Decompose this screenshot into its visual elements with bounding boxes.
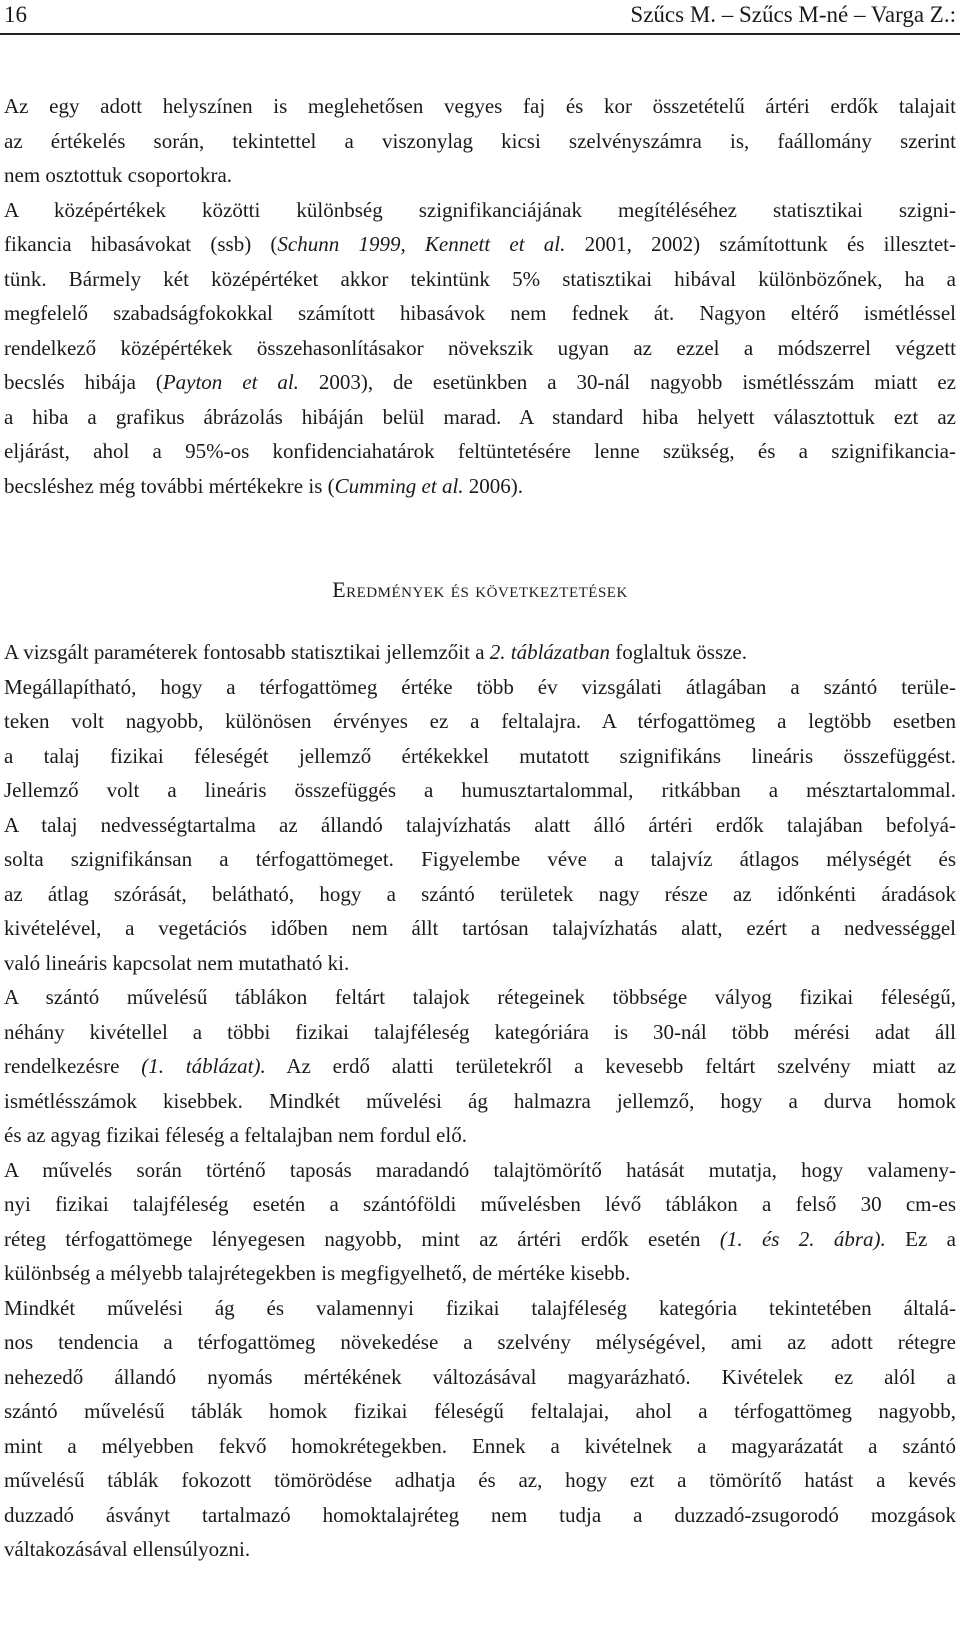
text-line: megfelelő szabadságfokokkal számított hibasávok nem fednek át. Nagyon eltérő ismétléssel: [4, 301, 956, 325]
header-rule: [0, 33, 960, 35]
text-line: kivételével, a vegetációs időben nem állt tartósan talajvízhatás alatt, ezért a nedvességgel: [4, 916, 956, 940]
text-line: való lineáris kapcsolat nem mutatható ki.: [4, 950, 350, 975]
text-line: váltakozásával ellensúlyozni.: [4, 1537, 251, 1561]
text-line: néhány kivétellel a többi fizikai talajféleség kategóriára is 30-nál több mérési adat áll: [4, 1019, 956, 1044]
text-line: becslés hibája (Payton et al. 2003), de esetünkben a 30-nál nagyobb ismétlésszám miatt ez: [4, 370, 956, 394]
text-line: Megállapítható, hogy a térfogattömeg értéke több év vizsgálati átlagában a szántó terüle-: [4, 674, 956, 699]
citation: Schunn 1999, Kennett et al.: [277, 232, 566, 256]
text-line: mint a mélyebben fekvő homokrétegekben. Ennek a kivételnek a magyarázatát a szántó: [4, 1433, 956, 1458]
results-paragraphs: [4, 635, 956, 1567]
text-line: Jellemző volt a lineáris összefüggés a humusztartalommal, ritkábban a mésztartalommal.: [4, 778, 956, 802]
table-reference: (1. táblázat).: [141, 1054, 266, 1078]
text-line: solta szignifikánsan a térfogattömeget. Figyelembe véve a talajvíz átlagos mélységét és: [4, 847, 956, 871]
text-line: tünk. Bármely két középértéket akkor tekintünk 5% statisztikai hibával különbözőnek, ha a: [4, 266, 956, 291]
text-line: A művelés során történő taposás maradandó talajtömörítő hatását mutatja, hogy valameny-: [4, 1157, 956, 1182]
text-line: nehezedő állandó nyomás mértékének változásával magyarázható. Kivételek ez alól a: [4, 1364, 956, 1389]
text-line: a talaj fizikai féleségét jellemző értékekkel mutatott szignifikáns lineáris összefüggést.: [4, 743, 956, 768]
text-line: művelésű táblák fokozott tömörödése adhatja és az, hogy ezt a tömörítő hatást a kevés: [4, 1468, 956, 1492]
text-line: A talaj nedvességtartalma az állandó talajvízhatás alatt álló ártéri erdők talajában befolyá-: [4, 812, 956, 837]
page-number: 16: [4, 2, 27, 27]
text-line: rendelkező középértékek összehasonlításakor növekszik ugyan az ezzel a módszerrel végzett: [4, 335, 956, 360]
citation: Cumming et al.: [334, 473, 464, 498]
text-line: különbség a mélyebb talajrétegekben is megfigyelhető, de mértéke kisebb.: [4, 1261, 631, 1285]
text-line: Mindkét művelési ág és valamennyi fizikai talajféleség kategória tekintetében általá-: [4, 1295, 956, 1320]
text-line: rendelkezésre (1. táblázat). Az erdő alatti területekről a kevesebb feltárt szelvény miatt az: [4, 1054, 957, 1078]
table-reference: 2. táblázatban: [489, 640, 610, 664]
text-line: A középértékek közötti különbség szignifikanciájának megítéléséhez statisztikai szigni-: [4, 197, 956, 222]
citation: Payton et al.: [162, 370, 299, 394]
text-line: a hiba a grafikus ábrázolás hibáján belül marad. A standard hiba helyett választottuk ezt az: [4, 404, 956, 429]
text-line: eljárást, ahol a 95%-os konfidenciahatárok feltüntetésére lenne szükség, és a szignifikancia-: [4, 439, 956, 463]
text-line: ismétlésszámok kisebbek. Mindkét művelési ág halmazra jellemző, hogy a durva homok: [4, 1088, 956, 1113]
text-line: és az agyag fizikai féleség a feltalajban nem fordul elő.: [4, 1123, 467, 1147]
text-line: Az egy adott helyszínen is meglehetősen vegyes faj és kor összetételű ártéri erdők talajait: [4, 94, 956, 118]
text-line: A szántó művelésű táblákon feltárt talajok rétegeinek többsége vályog fizikai féleségű,: [4, 985, 956, 1009]
section-heading: Eredmények és következtetések: [332, 577, 628, 602]
text-line: teken volt nagyobb, különösen érvényes ez a feltalajra. A térfogattömeg a legtöbb esetben: [4, 709, 956, 733]
text-line: nyi fizikai talajféleség esetén a szántóföldi művelésben lévő táblákon a felső 30 cm-es: [4, 1192, 956, 1216]
text-line: becsléshez még további mértékekre is (Cumming et al. 2006).: [4, 473, 524, 498]
text-line: réteg térfogattömege lényegesen nagyobb, mint az ártéri erdők esetén (1. és 2. ábra). Ez a: [4, 1226, 956, 1251]
running-title: Szűcs M. – Szűcs M-né – Varga Z.:: [630, 2, 956, 27]
text-line: szántó művelésű táblák homok fizikai féleségű feltalajai, ahol a térfogattömeg nagyobb,: [4, 1399, 956, 1423]
text-line: duzzadó ásványt tartalmazó homoktalajréteg nem tudja a duzzadó-zsugorodó mozgások: [4, 1502, 956, 1527]
text-line: az átlag szórását, belátható, hogy a szántó területek nagy része az időnkénti áradások: [4, 881, 956, 906]
text-line: A vizsgált paraméterek fontosabb statisztikai jellemzőit a 2. táblázatban foglaltuk össze.: [4, 640, 748, 664]
page-header: [4, 2, 956, 32]
text-line: nem osztottuk csoportokra.: [4, 163, 233, 187]
text-line: fikancia hibasávokat (ssb) (Schunn 1999, Kennett et al. 2001, 2002) számítottunk és illesztet-: [4, 232, 956, 256]
text-line: az értékelés során, tekintettel a viszonylag kicsi szelvényszámra is, faállomány szerint: [4, 128, 956, 153]
figure-reference: (1. és 2. ábra).: [719, 1226, 886, 1251]
text-line: nos tendencia a térfogattömeg növekedése a szelvény mélységével, ami az adott rétegre: [4, 1330, 956, 1354]
methods-paragraphs: [4, 89, 956, 503]
